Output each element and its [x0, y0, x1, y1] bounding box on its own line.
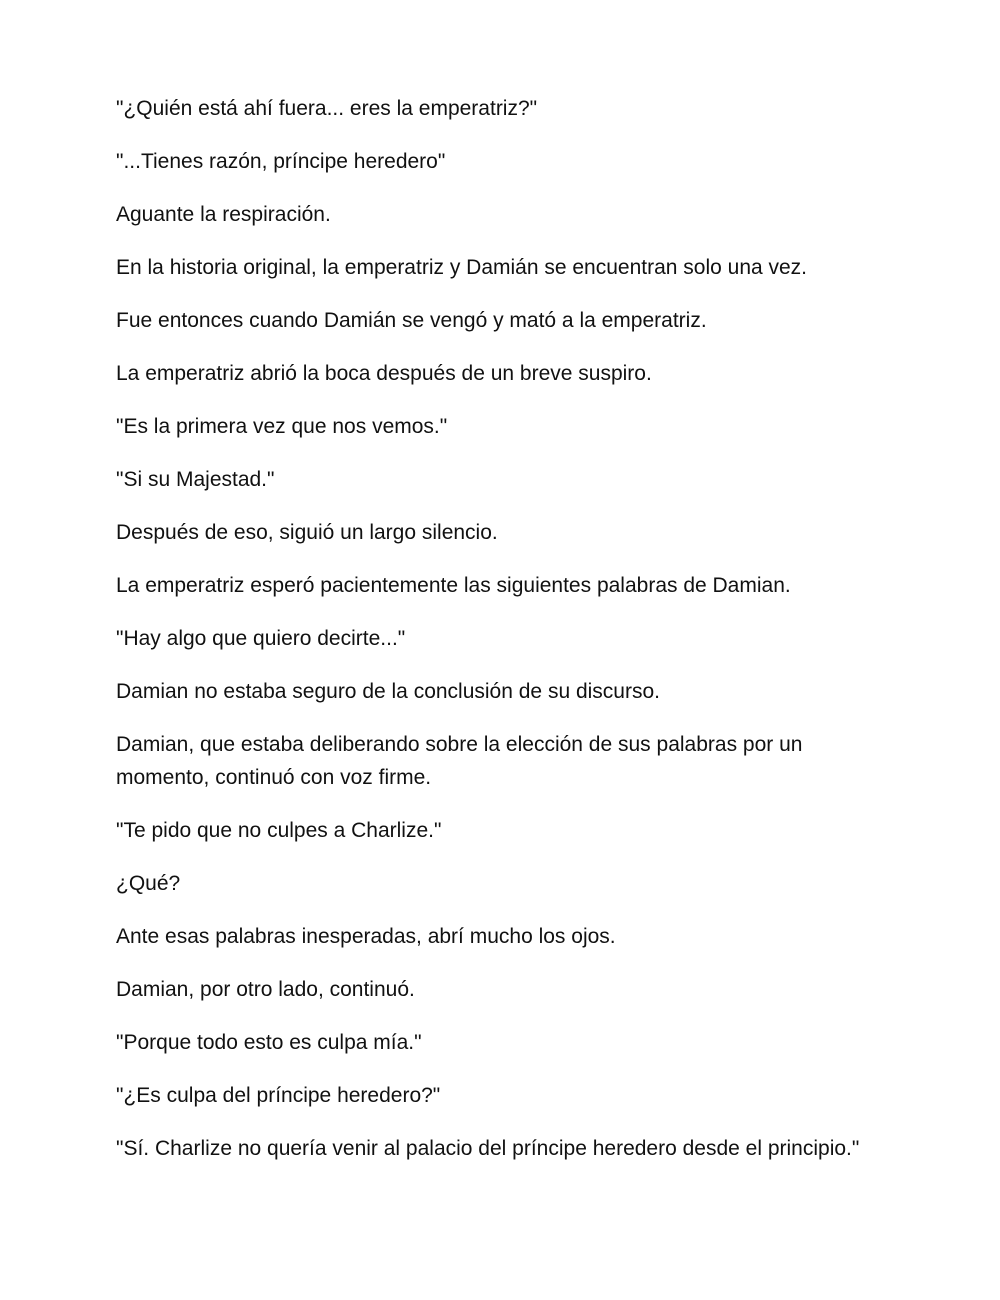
paragraph: "Te pido que no culpes a Charlize."	[116, 819, 442, 842]
paragraph: ¿Qué?	[116, 872, 181, 895]
paragraph: Fue entonces cuando Damián se vengó y mató a la emperatriz.	[116, 309, 707, 332]
paragraph: "Si su Majestad."	[116, 468, 275, 491]
paragraph: Damian no estaba seguro de la conclusión de su discurso.	[116, 680, 660, 703]
paragraph: Aguante la respiración.	[116, 203, 331, 226]
paragraph: "Es la primera vez que nos vemos."	[116, 415, 448, 438]
paragraph: La emperatriz abrió la boca después de un breve suspiro.	[116, 362, 652, 385]
paragraph: "Hay algo que quiero decirte..."	[116, 627, 406, 650]
paragraph: "Porque todo esto es culpa mía."	[116, 1031, 422, 1054]
paragraph: Damian, por otro lado, continuó.	[116, 978, 415, 1001]
paragraph: Damian, que estaba deliberando sobre la elección de sus palabras por un momento, continuó con voz firme.	[116, 733, 803, 789]
paragraph: "¿Es culpa del príncipe heredero?"	[116, 1084, 441, 1107]
paragraph: "Sí. Charlize no quería venir al palacio del príncipe heredero desde el principio."	[116, 1137, 860, 1160]
paragraph: Después de eso, siguió un largo silencio.	[116, 521, 498, 544]
document-body	[116, 92, 886, 1185]
paragraph: "¿Quién está ahí fuera... eres la emperatriz?"	[116, 97, 538, 120]
paragraph: La emperatriz esperó pacientemente las siguientes palabras de Damian.	[116, 574, 791, 597]
paragraph: "...Tienes razón, príncipe heredero"	[116, 150, 446, 173]
paragraph: En la historia original, la emperatriz y Damián se encuentran solo una vez.	[116, 256, 808, 279]
paragraph: Ante esas palabras inesperadas, abrí mucho los ojos.	[116, 925, 616, 948]
